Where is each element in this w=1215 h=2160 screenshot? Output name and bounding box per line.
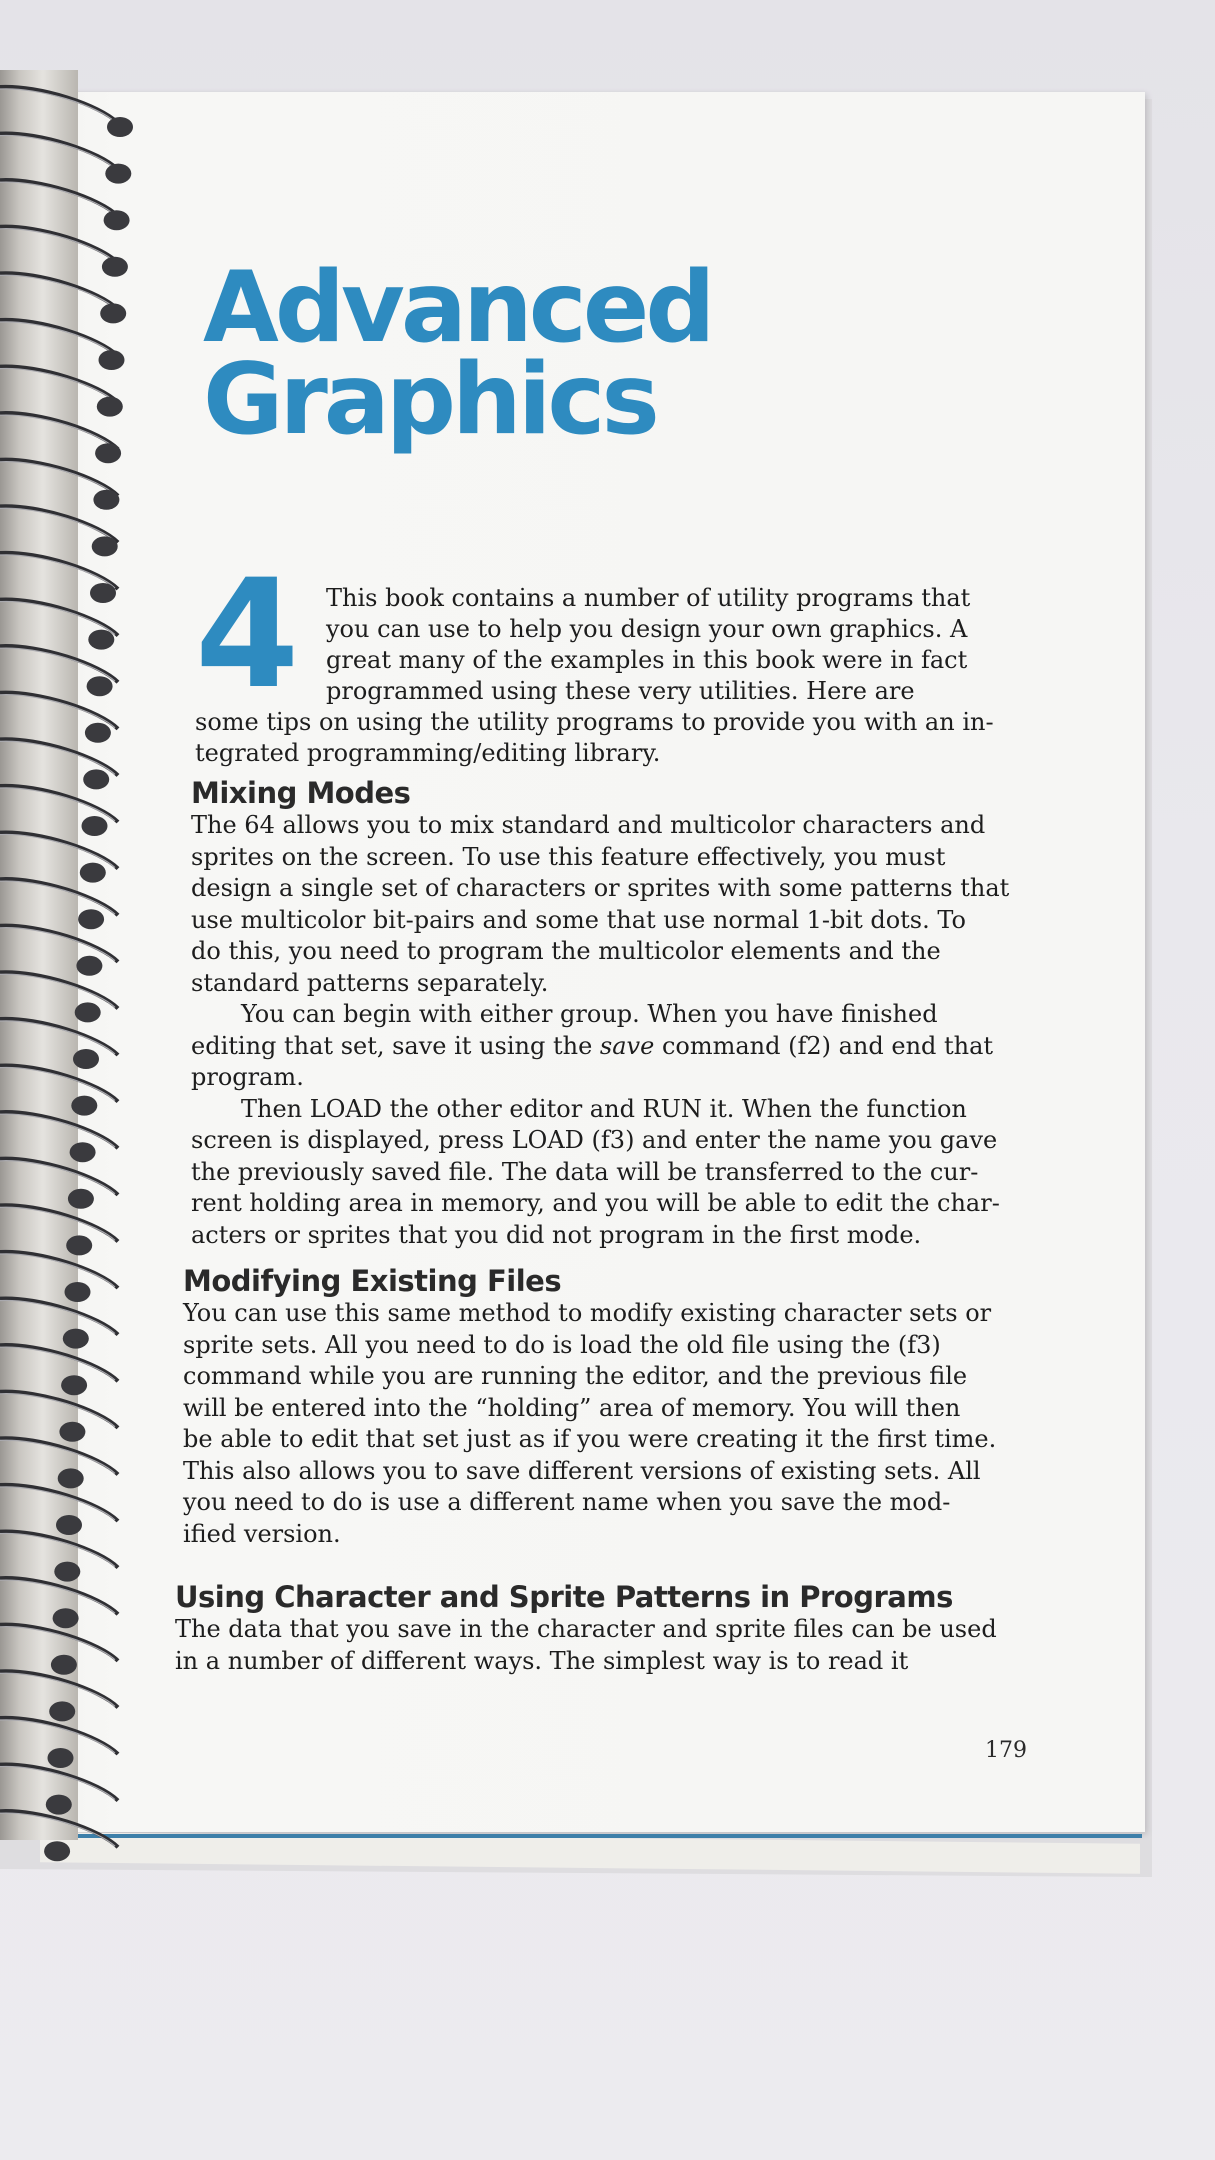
section-modifying-existing-files: [183, 1264, 1183, 1550]
intro-line: This book contains a number of utility programs that: [326, 584, 971, 612]
section-heading: Mixing Modes: [191, 776, 411, 810]
intro-line: tegrated programming/editing library.: [195, 739, 661, 767]
section-heading: Using Character and Sprite Patterns in Programs: [175, 1580, 953, 1614]
chapter-title-line-1: Advanced: [203, 251, 712, 365]
intro-line: you can use to help you design your own graphics. A: [326, 615, 968, 643]
section-heading: Modifying Existing Files: [183, 1264, 562, 1298]
section-paragraph: You can use this same method to modify existing character sets or sprite sets. All you need to do is load the old file using the (f3) command while you are running the editor, and the previous file will be entered into the “holding” area of memory. You will then be able to edit that set just as if you were creating it the first time. This also allows you to save different versions of existing sets. All you need to do is use a different name when you save the mod- ified version.: [183, 1299, 997, 1548]
chapter-number: 4: [195, 548, 294, 722]
intro-line: some tips on using the utility programs to provide you with an in-: [195, 708, 994, 736]
section-paragraph: Then LOAD the other editor and RUN it. When the function screen is displayed, press LOAD (f3) and enter the name you gave the previously saved file. The data will be transferred to the cur- rent holding area in memory, and you will be able to edit the char- acters or sprites that you did not program in the first mode.: [191, 1094, 1000, 1249]
chapter-title: [203, 251, 712, 457]
section-paragraph: The data that you save in the character and sprite files can be used in a number of different ways. The simplest way is to read it: [175, 1615, 997, 1675]
chapter-title-line-2: Graphics: [203, 343, 656, 457]
section-using-patterns: [175, 1580, 1175, 1677]
section-mixing-modes: [191, 776, 1191, 1251]
section-paragraph-save: You can begin with either group. When you have finished editing that set, save it using the save command (f2) and end that program.: [191, 1000, 994, 1091]
page-number: 179: [985, 1738, 1027, 1763]
section-paragraph: The 64 allows you to mix standard and multicolor characters and sprites on the screen. To use this feature effectively, you must design a single set of characters or sprites with some patterns that use multicolor bit-pairs and some that use normal 1-bit dots. To do this, you need to program the multicolor elements and the standard patterns separately.: [191, 811, 1010, 997]
intro-line: great many of the examples in this book were in fact: [326, 646, 968, 674]
intro-line: programmed using these very utilities. Here are: [326, 677, 915, 705]
